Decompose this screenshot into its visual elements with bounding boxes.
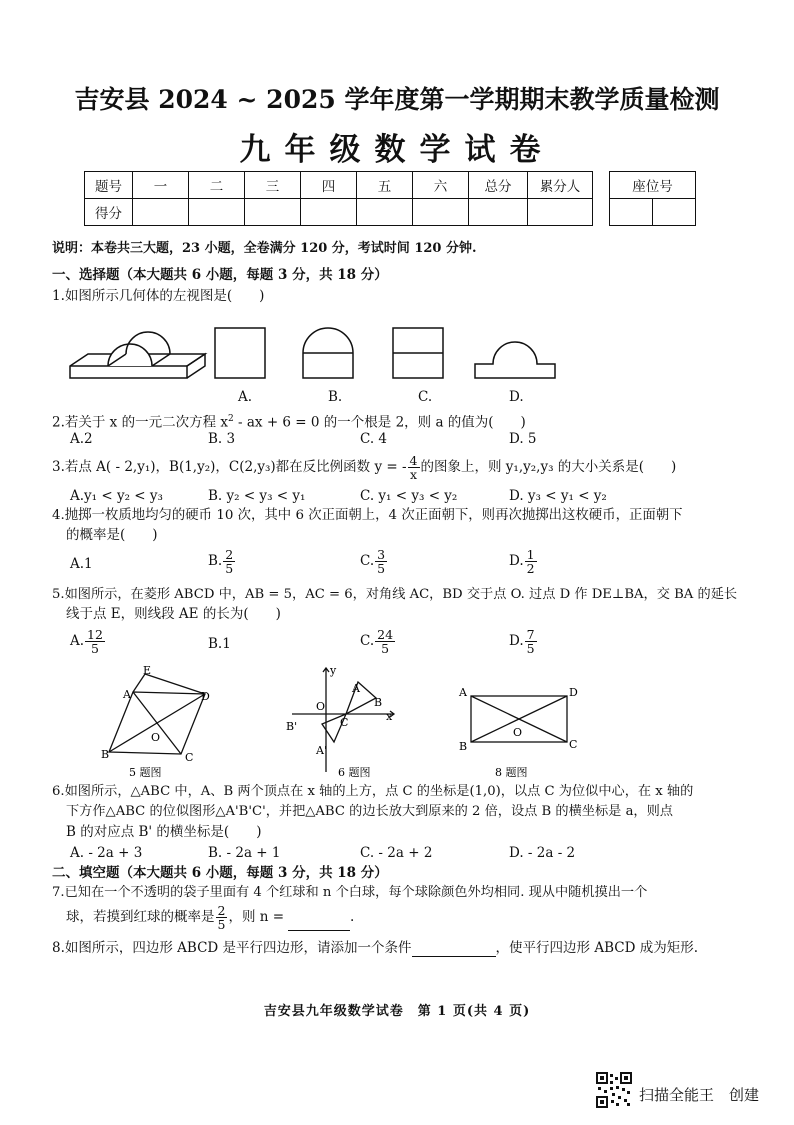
question-1-figures: [60, 318, 600, 388]
score-input-cell: [301, 199, 357, 226]
figure-6-label: A: [352, 682, 360, 695]
score-table: [84, 171, 593, 226]
option-d-hat-view: [475, 342, 555, 378]
question-5-stem-line-2: 线于点 E，则线段 AE 的长为( ): [66, 606, 281, 622]
question-3-option-b: B. y₂ < y₃ < y₁: [208, 488, 306, 504]
figure-6-label: A': [316, 744, 327, 757]
question-1-stem: 1.如图所示几何体的左视图是( ): [52, 288, 265, 304]
figure-5-label: E: [143, 664, 152, 677]
score-table-header-row: [85, 172, 593, 199]
seat-number-table: [609, 171, 696, 226]
question-1-option-b: B.: [328, 389, 343, 405]
figure-6-label: y: [330, 664, 337, 677]
question-6-stem-line-1: 6.如图所示，△ABC 中，A、B 两个顶点在 x 轴的上方，点 C 的坐标是(1,0)，以点 C 为位似中心，在 x 轴的: [52, 784, 694, 799]
section2-heading: 二、填空题（本大题共 6 小题，每题 3 分，共 18 分）: [52, 865, 388, 881]
exam-title: 吉安县 2024 ~ 2025 学年度第一学期期末教学质量检测: [74, 85, 720, 114]
figure-6-label: C: [340, 716, 349, 729]
figure-8-label: B: [459, 740, 468, 753]
figure-6-label: B': [286, 720, 298, 733]
score-table-score-row: [85, 199, 593, 226]
table-cell: 题号: [85, 172, 133, 199]
figure-6-label: B: [374, 696, 383, 709]
table-cell: 三: [245, 172, 301, 199]
option-c-split-square-view: [393, 328, 443, 378]
score-input-cell: [133, 199, 189, 226]
question-5-option-b: B.1: [208, 636, 231, 652]
page-footer: 吉安县九年级数学试卷 第 1 页(共 4 页): [263, 1004, 531, 1019]
table-cell: 四: [301, 172, 357, 199]
figure-8-label: A: [459, 686, 467, 699]
figure-6-label: x: [386, 710, 393, 723]
table-cell: 得分: [85, 199, 133, 226]
question-1-option-d: D.: [509, 389, 524, 405]
figure-8-label: D: [569, 686, 578, 699]
question-5-option-c: C. $\frac{24}{5}$: [360, 627, 394, 656]
question-6-stem-line-2: 下方作△ABC 的位似图形△A'B'C'，并把△ABC 的边长放大到原来的 2 倍，设点 B 的横坐标是 a，则点: [66, 804, 673, 819]
question-7-stem-line-1: 7.已知在一个不透明的袋子里面有 4 个红球和 n 个白球，每个球除颜色外均相同. 现从中随机摸出一个: [52, 885, 648, 900]
question-2-option-b: B. 3: [208, 431, 236, 447]
question-2-option-d: D. 5: [509, 431, 537, 447]
solid-3d-figure: [70, 332, 205, 378]
figure-6-coordinate-plane: [282, 662, 402, 780]
question-4-option-d: D. $\frac{1}{2}$: [509, 547, 535, 576]
question-1-option-a: A.: [238, 389, 253, 405]
figure-8-label: C: [569, 738, 578, 751]
table-cell: 二: [189, 172, 245, 199]
question-4-option-a: A.1: [70, 556, 93, 572]
figure-6-label: O: [316, 700, 326, 713]
question-3-option-c: C. y₁ < y₃ < y₂: [360, 488, 458, 504]
table-cell: 六: [413, 172, 469, 199]
question-4-stem-line-2: 的概率是( ): [66, 527, 158, 543]
seat-input-cell: [653, 199, 696, 226]
figure-8-caption: 8 题图: [495, 766, 528, 779]
figure-5-label: A: [123, 688, 131, 701]
question-3-option-d: D. y₃ < y₁ < y₂: [509, 488, 607, 504]
table-cell: 累分人: [528, 172, 593, 199]
question-6-option-d: D. - 2a - 2: [509, 845, 576, 861]
question-4-stem-line-1: 4.抛掷一枚质地均匀的硬币 10 次，其中 6 次正面朝上，4 次正面朝下，则再次抛掷出这枚硬币，正面朝下: [52, 508, 683, 523]
instructions: 说明：本卷共三大题，23 小题，全卷满分 120 分，考试时间 120 分钟.: [52, 241, 477, 256]
option-b-arch-view: [303, 328, 353, 378]
scanner-watermark: 扫描全能王 创建: [639, 1086, 760, 1104]
score-input-cell: [469, 199, 528, 226]
score-input-cell: [189, 199, 245, 226]
exam-subtitle: 九年级数学试卷: [239, 132, 555, 168]
qr-code-icon: [596, 1072, 632, 1108]
question-6-option-b: B. - 2a + 1: [208, 845, 281, 861]
question-5-stem-line-1: 5.如图所示，在菱形 ABCD 中，AB = 5，AC = 6，对角线 AC，BD 交于点 O. 过点 D 作 DE⊥BA，交 BA 的延长: [52, 587, 738, 602]
figure-5-label: C: [185, 751, 194, 764]
table-cell: 一: [133, 172, 189, 199]
question-3-stem: 3.若点 A( - 2,y₁)，B(1,y₂)，C(2,y₃)都在反比例函数 y = - $\frac{4}{x}$ 的图象上，则 y₁,y₂,y₃ 的大小关系是( ): [52, 453, 677, 482]
question-5-option-d: D. $\frac{7}{5}$: [509, 627, 535, 656]
question-2-option-c: C. 4: [360, 431, 388, 447]
figure-5-label: B: [101, 748, 110, 761]
question-7-stem-line-2: 球，若摸到红球的概率是 $\frac{2}{5}$ ，则 n = .: [66, 903, 355, 932]
figure-5-caption: 5 题图: [129, 766, 162, 779]
question-6-option-c: C. - 2a + 2: [360, 845, 433, 861]
figure-5-label: O: [151, 731, 161, 744]
question-8-stem: 8.如图所示，四边形 ABCD 是平行四边形，请添加一个条件 ，使平行四边形 ABCD 成为矩形.: [52, 940, 698, 956]
question-5-option-a: A. $\frac{12}{5}$: [70, 627, 103, 656]
figure-6-caption: 6 题图: [338, 766, 371, 779]
question-4-option-c: C. $\frac{3}{5}$: [360, 547, 386, 576]
table-cell: 五: [357, 172, 413, 199]
score-input-cell: [245, 199, 301, 226]
question-6-option-a: A. - 2a + 3: [70, 845, 143, 861]
question-2-stem: 2.若关于 x 的一元二次方程 $x^2$ - ax + 6 = 0 的一个根是 2，则 a 的值为( ): [52, 414, 526, 431]
score-input-cell: [413, 199, 469, 226]
question-6-stem-line-3: B 的对应点 B' 的横坐标是( ): [66, 824, 262, 840]
question-3-option-a: A.y₁ < y₂ < y₃: [70, 488, 163, 504]
question-2-option-a: A.2: [70, 431, 93, 447]
seat-number-label: 座位号: [610, 172, 696, 199]
figure-8-label: O: [513, 726, 523, 739]
score-input-cell: [357, 199, 413, 226]
figure-8-rectangle: [455, 682, 585, 780]
question-1-option-c: C.: [418, 389, 433, 405]
option-a-square-view: [215, 328, 265, 378]
section1-heading: 一、选择题（本大题共 6 小题，每题 3 分，共 18 分）: [52, 267, 388, 283]
seat-input-cell: [610, 199, 653, 226]
score-input-cell: [528, 199, 593, 226]
table-cell: 总分: [469, 172, 528, 199]
question-4-option-b: B. $\frac{2}{5}$: [208, 547, 234, 576]
answer-blank[interactable]: [412, 942, 496, 957]
figure-5-rhombus: [95, 662, 225, 780]
figure-5-label: D: [201, 690, 210, 703]
answer-blank[interactable]: [288, 916, 350, 931]
